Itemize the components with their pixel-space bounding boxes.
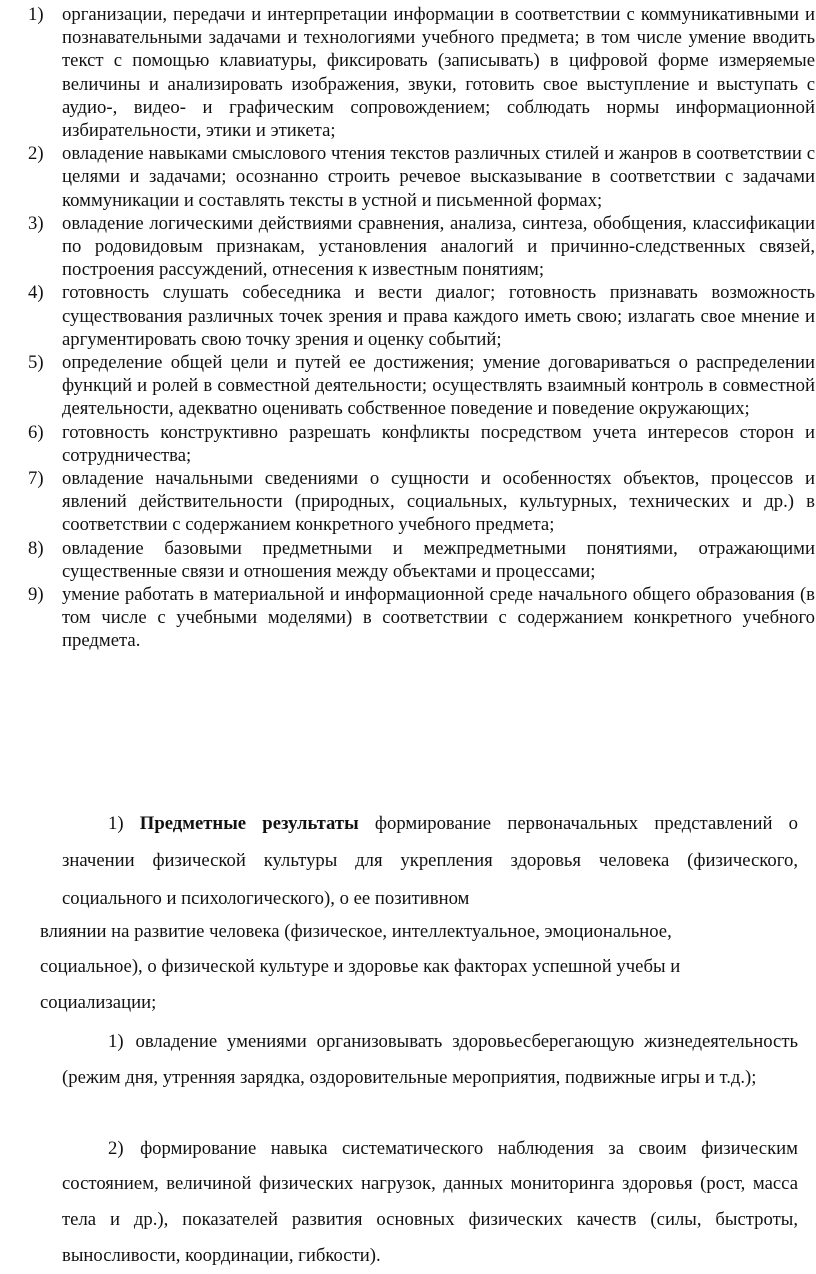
list-item-text: овладение логическими действиями сравнения, анализа, синтеза, обобщения, классификации по родовидовым признакам, установления аналогий и причинно-следственных связей, построения рассуждений, отнесения к известным понятиям; [62, 212, 815, 281]
list-item [28, 281, 815, 351]
list-item-text: овладение навыками смыслового чтения текстов различных стилей и жанров в соответствии с целями и задачами; осознанно строить речевое высказывание в соответствии с задачами коммуникации и составлять тексты в устной и письменной формах; [62, 143, 815, 211]
subject-item-text: овладение умениями организовывать здоровьесберегающую жизнедеятельность (режим дня, утренняя зарядка, оздоровительные мероприятия, подвижные игры и т.д.); [62, 1030, 799, 1089]
list-item-number: 7) [28, 468, 44, 490]
subject-results-number: 1) [108, 812, 124, 834]
list-item [28, 421, 815, 467]
subject-item-number: 2) [108, 1137, 124, 1159]
list-item-number: 6) [28, 421, 44, 443]
list-item-text: овладение базовыми предметными и межпредметными понятиями, отражающими существенные связи и отношения между объектами и процессами; [62, 537, 815, 582]
list-item-number: 2) [28, 143, 44, 165]
list-item-text: готовность слушать собеседника и вести диалог; готовность признавать возможность существования различных точек зрения и права каждого иметь свою; излагать свое мнение и аргументировать свою точку зрения и оценку событий; [62, 282, 815, 350]
subject-results-intro-cont: влиянии на развитие человека (физическое, интеллектуальное, эмоциональное, социальное), о физической культуре и здоровье как факторах успешной учебы и социализации; [40, 920, 681, 1013]
subject-results-intro: формирование первоначальных представлений о значении физической культуры для укрепления здоровья человека (физического, социального и психологического), о ее позитивном [62, 812, 799, 909]
list-item-number: 8) [28, 537, 44, 559]
subject-item [62, 1024, 798, 1097]
list-item [28, 142, 815, 212]
list-item-text: овладение начальными сведениями о сущности и особенностях объектов, процессов и явлений действительности (природных, социальных, культурных, технических и др.) в соответствии с содержанием конкретного учебного предмета; [62, 468, 815, 536]
list-item [28, 583, 815, 653]
subject-results-paragraph [62, 805, 798, 918]
metasubject-results-list [28, 3, 815, 653]
list-item-number: 1) [28, 4, 44, 25]
subject-item [62, 1131, 798, 1274]
list-item-text: определение общей цели и путей ее достижения; умение договариваться о распределении функций и ролей в совместной деятельности; осуществлять взаимный контроль в совместной деятельности, адекватно оценивать собственное поведение и поведение окружающих; [62, 352, 815, 420]
subject-results-continuation [40, 914, 760, 1021]
list-item [28, 212, 815, 282]
subject-item-number: 1) [108, 1030, 124, 1052]
list-item-number: 5) [28, 352, 44, 374]
list-item-text: готовность конструктивно разрешать конфликты посредством учета интересов сторон и сотрудничества; [62, 421, 815, 466]
list-item [28, 537, 815, 583]
list-item-text: организации, передачи и интерпретации информации в соответствии с коммуникативными и познавательными задачами и технологиями учебного предмета; в том числе умение вводить текст с помощью клавиатуры, фиксировать (записывать) в цифровой форме измеряемые величины и анализировать изображения, звуки, готовить свое выступление и выступать с аудио-, видео- и графическим сопровождением; соблюдать нормы информационной избирательности, этики и этикета; [62, 4, 815, 142]
list-item [28, 351, 815, 421]
list-item-number: 9) [28, 584, 44, 606]
subject-item-text: формирование навыка систематического наблюдения за своим физическим состоянием, величиной физических нагрузок, данных мониторинга здоровья (рост, масса тела и др.), показателей развития основных физических качеств (силы, быстроты, выносливости, координации, гибкости). [62, 1137, 798, 1267]
list-item-number: 3) [28, 212, 44, 234]
list-item-text: умение работать в материальной и информационной среде начального общего образования (в том числе с учебными моделями) в соответствии с содержанием конкретного учебного предмета. [62, 584, 815, 652]
list-item [28, 3, 815, 142]
list-item [28, 467, 815, 537]
subject-results-heading: Предметные результаты [139, 812, 359, 834]
list-item-number: 4) [28, 282, 44, 304]
